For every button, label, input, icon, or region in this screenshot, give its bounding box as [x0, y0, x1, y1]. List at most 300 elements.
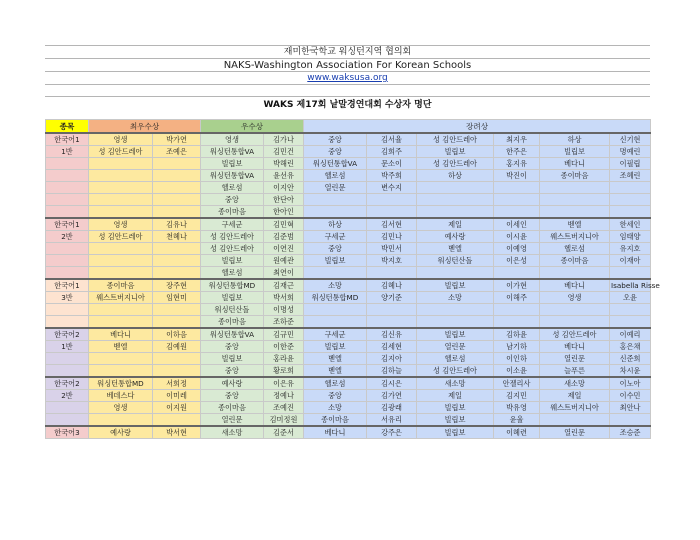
- student-name-cell: [153, 158, 201, 170]
- school-cell: [89, 182, 153, 194]
- student-name-cell: 김지민: [494, 390, 540, 402]
- student-name-cell: 이세인: [494, 218, 540, 231]
- column-header-encouragement-award: 장려상: [304, 120, 651, 134]
- student-name-cell: [494, 267, 540, 280]
- student-name-cell: 한주은: [494, 146, 540, 158]
- student-name-cell: 김세현: [367, 341, 417, 353]
- student-name-cell: 박지호: [367, 255, 417, 267]
- student-name-cell: 윤율: [494, 414, 540, 427]
- school-cell: [89, 365, 153, 378]
- school-cell: 중앙: [304, 390, 367, 402]
- school-cell: 열린문: [417, 341, 494, 353]
- student-name-cell: 최연이: [264, 267, 304, 280]
- column-header-top-award: 최우수상: [89, 120, 201, 134]
- grade-cell: 한국어2: [46, 328, 89, 341]
- grade-cell: 한국어1: [46, 218, 89, 231]
- student-name-cell: 김혜나: [367, 279, 417, 292]
- student-name-cell: [610, 194, 651, 206]
- school-cell: 중앙: [201, 341, 264, 353]
- school-cell: [540, 304, 610, 316]
- student-name-cell: 김서율: [367, 133, 417, 146]
- org-english-name: NAKS-Washington Association For Korean Schools: [45, 58, 650, 71]
- school-cell: 종이마음: [540, 255, 610, 267]
- student-name-cell: 이소윤: [494, 365, 540, 378]
- school-cell: 하상: [417, 170, 494, 182]
- student-name-cell: [494, 194, 540, 206]
- school-cell: 웨스트버지니아: [540, 231, 610, 243]
- student-name-cell: 유지호: [610, 243, 651, 255]
- student-name-cell: [367, 267, 417, 280]
- student-name-cell: [610, 414, 651, 427]
- table-row: [46, 414, 651, 427]
- student-name-cell: 이필립: [610, 158, 651, 170]
- student-name-cell: 한아인: [264, 206, 304, 219]
- student-name-cell: [494, 304, 540, 316]
- student-name-cell: 이미레: [153, 390, 201, 402]
- header-row: [46, 120, 651, 134]
- school-cell: [89, 206, 153, 219]
- school-cell: 빌립보: [201, 255, 264, 267]
- student-name-cell: 이예영: [494, 243, 540, 255]
- school-cell: 빌립보: [417, 426, 494, 439]
- student-name-cell: 안젤리사: [494, 377, 540, 390]
- school-cell: 중앙: [304, 243, 367, 255]
- school-cell: 중앙: [304, 146, 367, 158]
- school-cell: 워싱턴통합MD: [304, 292, 367, 304]
- table-row: [46, 426, 651, 439]
- table-row: [46, 377, 651, 390]
- school-cell: [417, 304, 494, 316]
- student-name-cell: 김민혁: [264, 218, 304, 231]
- table-row: [46, 390, 651, 402]
- school-cell: 헬로섬: [201, 267, 264, 280]
- table-row: [46, 255, 651, 267]
- student-name-cell: 장주현: [153, 279, 201, 292]
- school-cell: 영생: [89, 218, 153, 231]
- student-name-cell: 김지아: [367, 353, 417, 365]
- student-name-cell: [153, 194, 201, 206]
- school-cell: 열린문: [201, 414, 264, 427]
- school-cell: 영생: [89, 402, 153, 414]
- student-name-cell: 변수지: [367, 182, 417, 194]
- school-cell: 워싱턴통합VA: [304, 158, 367, 170]
- school-cell: [304, 267, 367, 280]
- school-cell: 헬로섬: [304, 170, 367, 182]
- school-cell: 영생: [89, 133, 153, 146]
- table-row: [46, 279, 651, 292]
- page-title: WAKS 제17회 낱말경연대회 수상자 명단: [45, 96, 650, 113]
- student-name-cell: [153, 304, 201, 316]
- student-name-cell: 박서현: [153, 426, 201, 439]
- school-cell: [417, 267, 494, 280]
- school-cell: 영생: [540, 292, 610, 304]
- student-name-cell: [610, 267, 651, 280]
- grade-cell: [46, 243, 89, 255]
- student-name-cell: 김준범: [264, 231, 304, 243]
- school-cell: 빌립보: [304, 341, 367, 353]
- grade-cell: [46, 365, 89, 378]
- student-name-cell: 이예리: [610, 328, 651, 341]
- school-cell: [417, 182, 494, 194]
- student-name-cell: 천혜나: [153, 231, 201, 243]
- school-cell: 구세군: [304, 328, 367, 341]
- school-cell: 빌립보: [201, 353, 264, 365]
- school-cell: 제일: [417, 390, 494, 402]
- student-name-cell: 이은유: [264, 377, 304, 390]
- school-cell: 헬로섬: [417, 353, 494, 365]
- student-name-cell: 김광래: [367, 402, 417, 414]
- grade-cell: 한국어3: [46, 426, 89, 439]
- student-name-cell: 최지우: [494, 133, 540, 146]
- school-cell: [89, 194, 153, 206]
- school-cell: 종이마음: [540, 170, 610, 182]
- school-cell: 성 김안드레아: [540, 328, 610, 341]
- school-cell: 종이마음: [201, 402, 264, 414]
- student-name-cell: [153, 206, 201, 219]
- student-name-cell: [153, 170, 201, 182]
- student-name-cell: [153, 182, 201, 194]
- table-row: [46, 218, 651, 231]
- school-cell: 성 김안드레아: [417, 158, 494, 170]
- student-name-cell: 이가현: [494, 279, 540, 292]
- student-name-cell: [153, 353, 201, 365]
- student-name-cell: [610, 316, 651, 329]
- student-name-cell: 김신유: [367, 328, 417, 341]
- table-row: [46, 402, 651, 414]
- student-name-cell: 김준서: [264, 426, 304, 439]
- school-cell: 베다니: [540, 279, 610, 292]
- school-cell: 종이마음: [89, 279, 153, 292]
- grade-cell: [46, 194, 89, 206]
- student-name-cell: [153, 255, 201, 267]
- student-name-cell: 신기현: [610, 133, 651, 146]
- school-cell: [89, 243, 153, 255]
- school-cell: 하상: [304, 218, 367, 231]
- school-cell: 벧엘: [304, 353, 367, 365]
- grade-cell: 한국어2: [46, 377, 89, 390]
- awards-table: [45, 119, 660, 439]
- grade-cell: 한국어1: [46, 133, 89, 146]
- school-cell: 빌립보: [417, 146, 494, 158]
- school-cell: [89, 304, 153, 316]
- table-row: [46, 304, 651, 316]
- school-cell: [89, 353, 153, 365]
- school-cell: 워싱턴산돌: [417, 255, 494, 267]
- school-cell: 제일: [417, 218, 494, 231]
- school-cell: [540, 267, 610, 280]
- student-name-cell: [153, 243, 201, 255]
- grade-cell: 1반: [46, 146, 89, 158]
- student-name-cell: 이명성: [264, 304, 304, 316]
- student-name-cell: 박서희: [264, 292, 304, 304]
- school-cell: 성 김안드레아: [89, 146, 153, 158]
- school-cell: 제일: [540, 390, 610, 402]
- student-name-cell: 이은성: [494, 255, 540, 267]
- student-name-cell: 김희주: [367, 146, 417, 158]
- student-name-cell: 김예원: [153, 341, 201, 353]
- student-name-cell: 오윤: [610, 292, 651, 304]
- grade-cell: [46, 158, 89, 170]
- school-cell: [89, 316, 153, 329]
- grade-cell: [46, 267, 89, 280]
- school-cell: 벧엘: [540, 218, 610, 231]
- table-row: [46, 158, 651, 170]
- school-cell: 새소망: [417, 377, 494, 390]
- grade-cell: [46, 170, 89, 182]
- school-cell: [89, 170, 153, 182]
- student-name-cell: 조하준: [264, 316, 304, 329]
- student-name-cell: 서유리: [367, 414, 417, 427]
- school-cell: 워싱턴통합VA: [201, 170, 264, 182]
- school-cell: 빌립보: [417, 328, 494, 341]
- column-header-grade: 종목: [46, 120, 89, 134]
- school-cell: [304, 194, 367, 206]
- school-cell: 중앙: [201, 390, 264, 402]
- student-name-cell: [367, 304, 417, 316]
- grade-cell: [46, 316, 89, 329]
- student-name-cell: 정예나: [264, 390, 304, 402]
- school-cell: 예사랑: [201, 377, 264, 390]
- student-name-cell: 명예린: [610, 146, 651, 158]
- student-name-cell: [153, 365, 201, 378]
- school-cell: 소망: [417, 292, 494, 304]
- table-row: [46, 170, 651, 182]
- grade-cell: 2반: [46, 231, 89, 243]
- school-cell: 베다니: [89, 328, 153, 341]
- school-cell: 빌립보: [201, 292, 264, 304]
- student-name-cell: 김유나: [153, 218, 201, 231]
- student-name-cell: 김민나: [367, 231, 417, 243]
- student-name-cell: 김재근: [264, 279, 304, 292]
- school-cell: 워싱턴통합MD: [89, 377, 153, 390]
- student-name-cell: 이혜련: [494, 426, 540, 439]
- table-body: [46, 133, 660, 439]
- table-row: [46, 328, 651, 341]
- student-name-cell: 원예관: [264, 255, 304, 267]
- student-name-cell: 박진이: [494, 170, 540, 182]
- table-row: [46, 316, 651, 329]
- student-name-cell: [367, 206, 417, 219]
- table-row: [46, 365, 651, 378]
- student-name-cell: 김민건: [264, 146, 304, 158]
- table-row: [46, 231, 651, 243]
- school-cell: 워싱턴통합MD: [201, 279, 264, 292]
- student-name-cell: 남기하: [494, 341, 540, 353]
- student-name-cell: 박유영: [494, 402, 540, 414]
- student-name-cell: 이지안: [264, 182, 304, 194]
- student-name-cell: 박해린: [264, 158, 304, 170]
- student-name-cell: 최안나: [610, 402, 651, 414]
- school-cell: 성 김안드레아: [417, 133, 494, 146]
- grade-cell: 1반: [46, 341, 89, 353]
- school-cell: [417, 194, 494, 206]
- student-name-cell: [153, 267, 201, 280]
- table-row: [46, 353, 651, 365]
- student-name-cell: 조혜린: [610, 170, 651, 182]
- grade-cell: 3반: [46, 292, 89, 304]
- school-cell: [540, 414, 610, 427]
- student-name-cell: 이한준: [264, 341, 304, 353]
- grade-cell: 한국어1: [46, 279, 89, 292]
- school-cell: 웨스트버지니아: [540, 402, 610, 414]
- student-name-cell: [153, 316, 201, 329]
- grade-cell: [46, 255, 89, 267]
- student-name-cell: [610, 206, 651, 219]
- school-cell: 벧엘: [89, 341, 153, 353]
- grade-cell: [46, 353, 89, 365]
- school-cell: 벧엘: [417, 243, 494, 255]
- student-name-cell: 이연진: [264, 243, 304, 255]
- school-cell: 예사랑: [417, 231, 494, 243]
- school-cell: 성 김안드레아: [201, 243, 264, 255]
- student-name-cell: 조승준: [610, 426, 651, 439]
- student-name-cell: 윤선유: [264, 170, 304, 182]
- table-row: [46, 206, 651, 219]
- table-row: [46, 133, 651, 146]
- school-cell: 구세군: [201, 218, 264, 231]
- school-cell: 워싱턴통합VA: [201, 328, 264, 341]
- student-name-cell: 이수민: [610, 390, 651, 402]
- school-cell: 열린문: [540, 353, 610, 365]
- grade-cell: [46, 206, 89, 219]
- school-cell: 열린문: [304, 182, 367, 194]
- student-name-cell: 김가나: [264, 133, 304, 146]
- school-cell: 빌립보: [417, 402, 494, 414]
- student-name-cell: 임태양: [610, 231, 651, 243]
- student-name-cell: 황로희: [264, 365, 304, 378]
- school-cell: [417, 206, 494, 219]
- school-cell: 종이마음: [201, 206, 264, 219]
- student-name-cell: 김규민: [264, 328, 304, 341]
- student-name-cell: 임현미: [153, 292, 201, 304]
- school-cell: 중앙: [304, 133, 367, 146]
- school-cell: 예사랑: [89, 426, 153, 439]
- school-cell: 워싱턴통합VA: [201, 146, 264, 158]
- school-cell: [304, 206, 367, 219]
- school-cell: 영생: [201, 133, 264, 146]
- school-cell: 빌립보: [201, 158, 264, 170]
- school-cell: 소망: [304, 402, 367, 414]
- student-name-cell: 박가연: [153, 133, 201, 146]
- school-cell: 빌립보: [417, 414, 494, 427]
- student-name-cell: 문소이: [367, 158, 417, 170]
- school-cell: 빌립보: [304, 255, 367, 267]
- student-name-cell: 이노아: [610, 377, 651, 390]
- school-cell: 헬로섬: [201, 182, 264, 194]
- school-cell: 새소망: [540, 377, 610, 390]
- org-korean-name: 재미한국학교 워싱턴지역 협의회: [45, 45, 650, 58]
- table-row: [46, 292, 651, 304]
- student-name-cell: 김서현: [367, 218, 417, 231]
- table-row: [46, 341, 651, 353]
- student-name-cell: 이해주: [494, 292, 540, 304]
- table-row: [46, 243, 651, 255]
- school-cell: 웨스트버지니아: [89, 292, 153, 304]
- student-name-cell: [610, 182, 651, 194]
- school-cell: 하상: [540, 133, 610, 146]
- school-cell: [417, 316, 494, 329]
- school-cell: 헬로섬: [540, 243, 610, 255]
- student-name-cell: 양기준: [367, 292, 417, 304]
- student-name-cell: 김미정원: [264, 414, 304, 427]
- student-name-cell: 차시윤: [610, 365, 651, 378]
- student-name-cell: 서희정: [153, 377, 201, 390]
- student-name-cell: 한단아: [264, 194, 304, 206]
- spreadsheet: [45, 45, 660, 439]
- school-cell: [89, 414, 153, 427]
- school-cell: [304, 304, 367, 316]
- table-row: [46, 194, 651, 206]
- school-cell: 성 김안드레아: [201, 231, 264, 243]
- student-name-cell: Isabella Risse: [611, 281, 660, 290]
- school-cell: 구세군: [304, 231, 367, 243]
- blank-row: [45, 84, 650, 96]
- grade-cell: [46, 402, 89, 414]
- student-name-cell: 홍라윤: [264, 353, 304, 365]
- student-name-cell: 김시은: [367, 377, 417, 390]
- grade-cell: [46, 304, 89, 316]
- student-name-cell: 홍지유: [494, 158, 540, 170]
- school-cell: 종이마음: [201, 316, 264, 329]
- table-row: [46, 267, 651, 280]
- table-row: [46, 182, 651, 194]
- student-name-cell: [494, 316, 540, 329]
- school-cell: [89, 255, 153, 267]
- school-cell: [540, 316, 610, 329]
- school-cell: 베다니: [304, 426, 367, 439]
- school-cell: 늘푸른: [540, 365, 610, 378]
- student-name-cell: 박주희: [367, 170, 417, 182]
- school-cell: 종이마음: [304, 414, 367, 427]
- student-name-cell: 신준희: [610, 353, 651, 365]
- school-cell: 새소망: [201, 426, 264, 439]
- school-cell: 빌립보: [540, 146, 610, 158]
- student-name-cell: 조예진: [264, 402, 304, 414]
- student-name-cell: 박민서: [367, 243, 417, 255]
- student-name-cell: 김가연: [367, 390, 417, 402]
- school-cell: [540, 182, 610, 194]
- student-name-cell: 조예은: [153, 146, 201, 158]
- school-cell: 베다니: [540, 341, 610, 353]
- school-cell: 빌립보: [417, 279, 494, 292]
- school-cell: [304, 316, 367, 329]
- school-cell: 벧엘: [304, 365, 367, 378]
- student-name-cell: [367, 316, 417, 329]
- student-name-cell: 이지원: [153, 402, 201, 414]
- grade-cell: [46, 182, 89, 194]
- school-cell: [540, 206, 610, 219]
- student-name-cell: 한세인: [610, 218, 651, 231]
- school-cell: [89, 267, 153, 280]
- grade-cell: [46, 414, 89, 427]
- school-cell: 열린문: [540, 426, 610, 439]
- table-row: [46, 146, 651, 158]
- school-cell: 헬로섬: [304, 377, 367, 390]
- school-cell: 중앙: [201, 365, 264, 378]
- school-cell: [540, 194, 610, 206]
- school-cell: 워싱턴산돌: [201, 304, 264, 316]
- student-name-cell: [367, 194, 417, 206]
- website-link[interactable]: www.waksusa.org: [45, 71, 650, 84]
- school-cell: [89, 158, 153, 170]
- grade-cell: 2반: [46, 390, 89, 402]
- student-name-cell: [610, 304, 651, 316]
- column-header-excellence-award: 우수상: [201, 120, 304, 134]
- student-name-cell: 강주은: [367, 426, 417, 439]
- student-name-cell: 김하늘: [367, 365, 417, 378]
- student-name-cell: 홍은채: [610, 341, 651, 353]
- student-name-cell: 이시윤: [494, 231, 540, 243]
